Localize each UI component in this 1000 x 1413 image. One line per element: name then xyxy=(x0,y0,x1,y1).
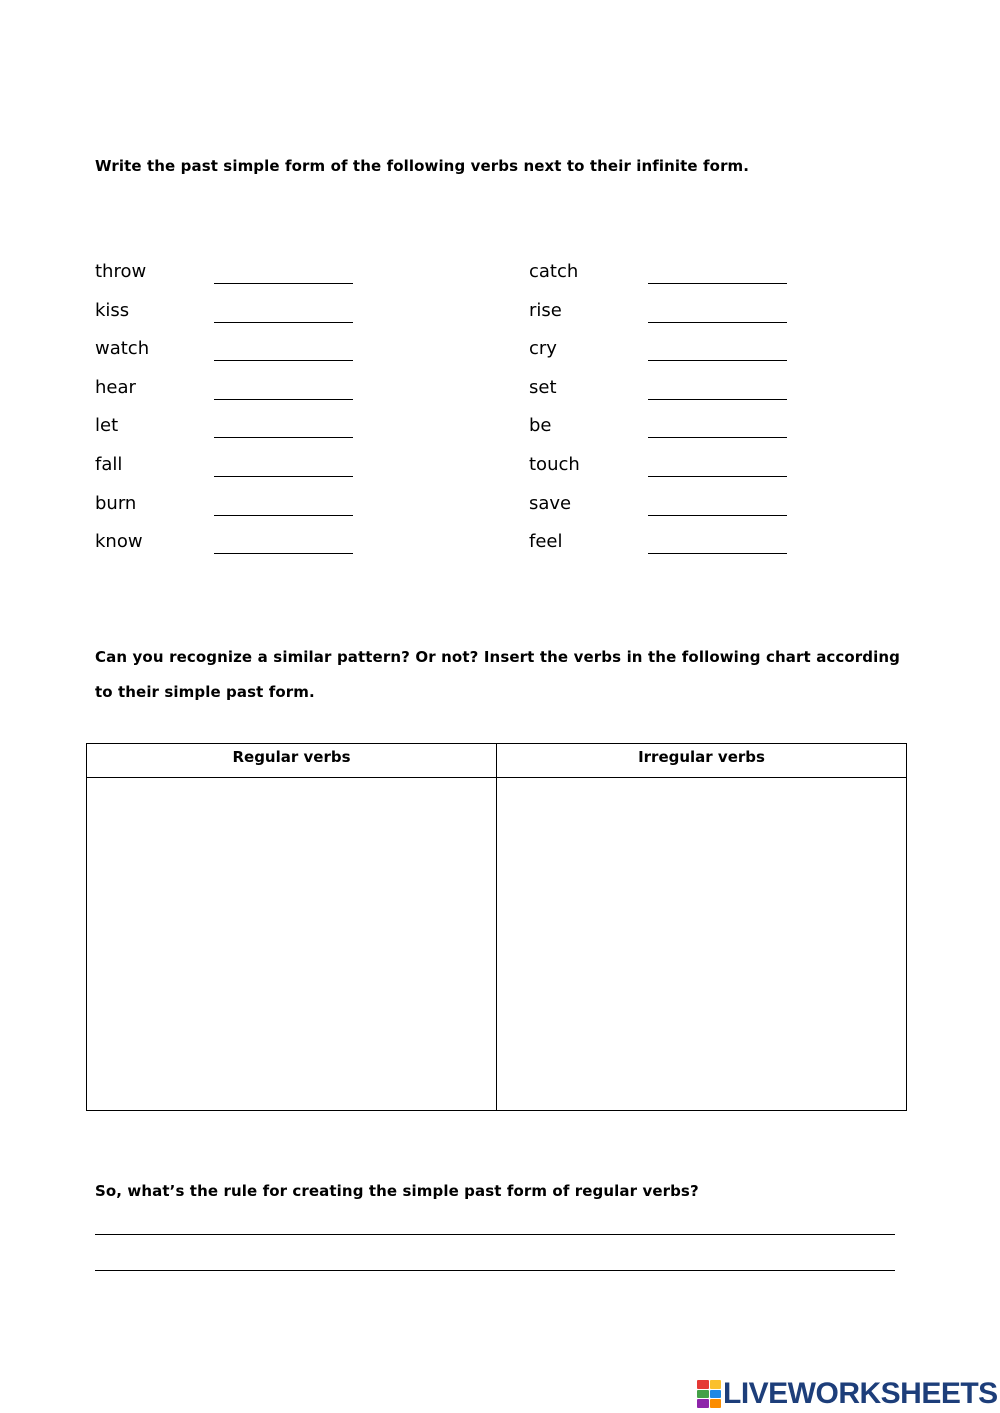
past-form-blank[interactable] xyxy=(214,322,353,323)
verb-row-right xyxy=(529,492,829,531)
header-regular-verbs: Regular verbs xyxy=(87,744,497,778)
verb-list-right xyxy=(529,260,829,569)
past-form-blank[interactable] xyxy=(648,322,787,323)
answer-line[interactable] xyxy=(95,1234,895,1235)
verb-infinitive: know xyxy=(95,531,143,553)
past-form-blank[interactable] xyxy=(214,399,353,400)
irregular-verbs-cell[interactable] xyxy=(497,778,907,1111)
logo-block xyxy=(697,1399,709,1408)
past-form-blank[interactable] xyxy=(214,515,353,516)
verb-row-left xyxy=(95,299,395,338)
verb-infinitive: kiss xyxy=(95,299,130,321)
past-form-blank[interactable] xyxy=(214,553,353,554)
past-form-blank[interactable] xyxy=(648,360,787,361)
verb-row-right xyxy=(529,530,829,569)
past-form-blank[interactable] xyxy=(214,476,353,477)
brand-name: LIVEWORKSHEETS xyxy=(723,1377,998,1410)
verb-infinitive: rise xyxy=(529,299,562,321)
verb-infinitive: watch xyxy=(95,338,150,360)
past-form-blank[interactable] xyxy=(214,283,353,284)
verb-infinitive: cry xyxy=(529,338,557,360)
instruction-past-simple: Write the past simple form of the following verbs next to their infinite form. xyxy=(95,157,750,175)
verb-row-right xyxy=(529,260,829,299)
verb-infinitive: touch xyxy=(529,453,580,475)
verb-infinitive: be xyxy=(529,415,552,437)
verb-infinitive: set xyxy=(529,376,557,398)
verb-infinitive: feel xyxy=(529,531,563,553)
verb-row-right xyxy=(529,337,829,376)
verb-list-left xyxy=(95,260,395,569)
past-form-blank[interactable] xyxy=(648,283,787,284)
verb-infinitive: catch xyxy=(529,261,579,282)
verb-infinitive: throw xyxy=(95,261,147,282)
past-form-blank[interactable] xyxy=(648,553,787,554)
verb-row-left xyxy=(95,530,395,569)
regular-verbs-cell[interactable] xyxy=(87,778,497,1111)
liveworksheets-logo xyxy=(697,1378,998,1410)
verb-infinitive: burn xyxy=(95,492,137,514)
logo-block xyxy=(710,1390,722,1399)
verb-row-left xyxy=(95,260,395,299)
logo-block xyxy=(710,1399,722,1408)
verb-infinitive: save xyxy=(529,492,572,514)
past-form-blank[interactable] xyxy=(648,476,787,477)
verb-row-left xyxy=(95,414,395,453)
verb-row-left xyxy=(95,376,395,415)
header-irregular-verbs: Irregular verbs xyxy=(497,744,907,778)
past-form-blank[interactable] xyxy=(214,360,353,361)
verb-row-left xyxy=(95,492,395,531)
past-form-blank[interactable] xyxy=(648,437,787,438)
past-form-blank[interactable] xyxy=(214,437,353,438)
verb-row-left xyxy=(95,453,395,492)
answer-line[interactable] xyxy=(95,1270,895,1271)
verb-row-right xyxy=(529,376,829,415)
verb-row-right xyxy=(529,414,829,453)
verb-row-right xyxy=(529,299,829,338)
instruction-rule-question: So, what’s the rule for creating the simple past form of regular verbs? xyxy=(95,1182,699,1200)
instruction-chart: Can you recognize a similar pattern? Or not? Insert the verbs in the following chart according to their simple past form. xyxy=(95,648,900,701)
logo-block xyxy=(697,1390,709,1399)
verb-row-right xyxy=(529,453,829,492)
past-form-blank[interactable] xyxy=(648,399,787,400)
logo-block xyxy=(697,1380,709,1389)
verb-row-left xyxy=(95,337,395,376)
verb-infinitive: fall xyxy=(95,453,123,475)
verbs-chart xyxy=(86,743,907,1111)
past-form-blank[interactable] xyxy=(648,515,787,516)
verb-infinitive: let xyxy=(95,415,119,437)
verb-infinitive: hear xyxy=(95,376,136,398)
liveworksheets-blocks-icon xyxy=(697,1380,721,1408)
logo-block xyxy=(710,1380,722,1389)
